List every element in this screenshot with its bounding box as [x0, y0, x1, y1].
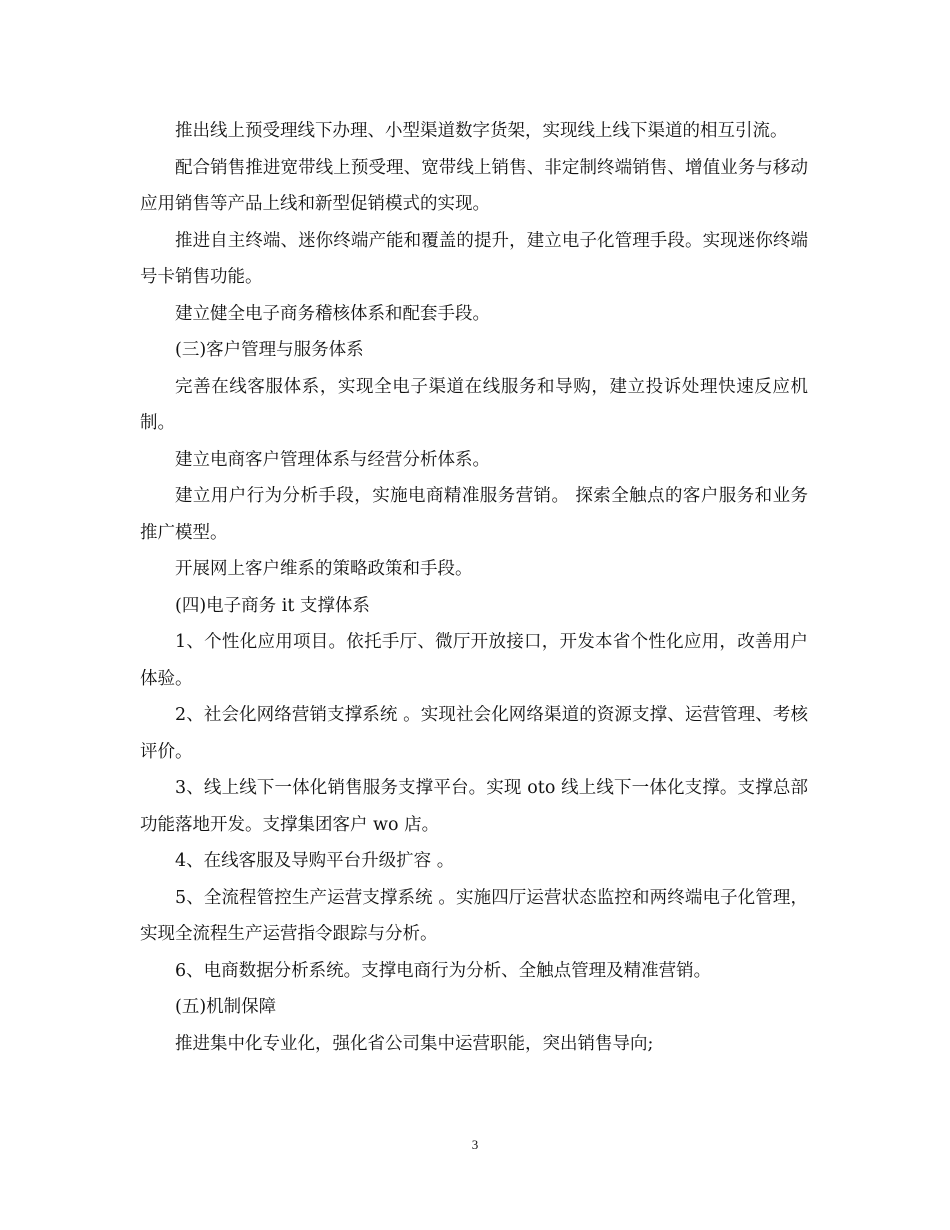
paragraph-customer-retention: 开展网上客户维系的策略政策和手段。	[175, 559, 473, 579]
list-item-oto-platform: 3、线上线下一体化销售服务支撑平台。实现 oto 线上线下一体化支撑。支撑总部功能落地开发。支撑集团客户 wo 店。	[140, 778, 808, 835]
list-item-social-marketing: 2、社会化网络营销支撑系统 。实现社会化网络渠道的资源支撑、运营管理、考核评价。	[140, 705, 808, 762]
section-heading-it-support: (四)电子商务 it 支撑体系	[175, 595, 370, 616]
paragraph-user-behavior: 建立用户行为分析手段，实施电商精准服务营销。 探索全触点的客户服务和业务推广模型。	[140, 486, 808, 543]
paragraph-self-service-terminals: 推进自主终端、迷你终端产能和覆盖的提升，建立电子化管理手段。实现迷你终端号卡销售功能。	[140, 230, 808, 287]
paragraph-centralization: 推进集中化专业化，强化省公司集中运营职能，突出销售导向;	[175, 1033, 654, 1054]
paragraph-online-preacceptance: 推出线上预受理线下办理、小型渠道数字货架，实现线上线下渠道的相互引流。	[175, 121, 788, 141]
list-item-customer-service-upgrade: 4、在线客服及导购平台升级扩容 。	[175, 851, 455, 871]
paragraph-customer-analysis: 建立电商客户管理体系与经营分析体系。	[175, 449, 490, 470]
document-body	[140, 113, 808, 1062]
list-item-process-control: 5、全流程管控生产运营支撑系统 。实施四厅运营状态监控和两终端电子化管理，实现全流程生产运营指令跟踪与分析。	[140, 887, 808, 944]
paragraph-audit-system: 建立健全电子商务稽核体系和配套手段。	[175, 303, 490, 324]
section-heading-mechanism: (五)机制保障	[175, 997, 277, 1017]
section-heading-customer-management: (三)客户管理与服务体系	[175, 340, 364, 360]
paragraph-online-customer-service: 完善在线客服体系，实现全电子渠道在线服务和导购，建立投诉处理快速反应机制。	[140, 376, 808, 433]
paragraph-sales-coordination: 配合销售推进宽带线上预受理、宽带线上销售、非定制终端销售、增值业务与移动应用销售等产品上线和新型促销模式的实现。	[140, 157, 808, 214]
list-item-personalized-apps: 1、个性化应用项目。依托手厅、微厅开放接口，开发本省个性化应用，改善用户体验。	[140, 632, 808, 689]
page-number: 3	[471, 1137, 479, 1152]
list-item-data-analysis: 6、电商数据分析系统。支撑电商行为分析、全触点管理及精准营销。	[175, 960, 712, 981]
